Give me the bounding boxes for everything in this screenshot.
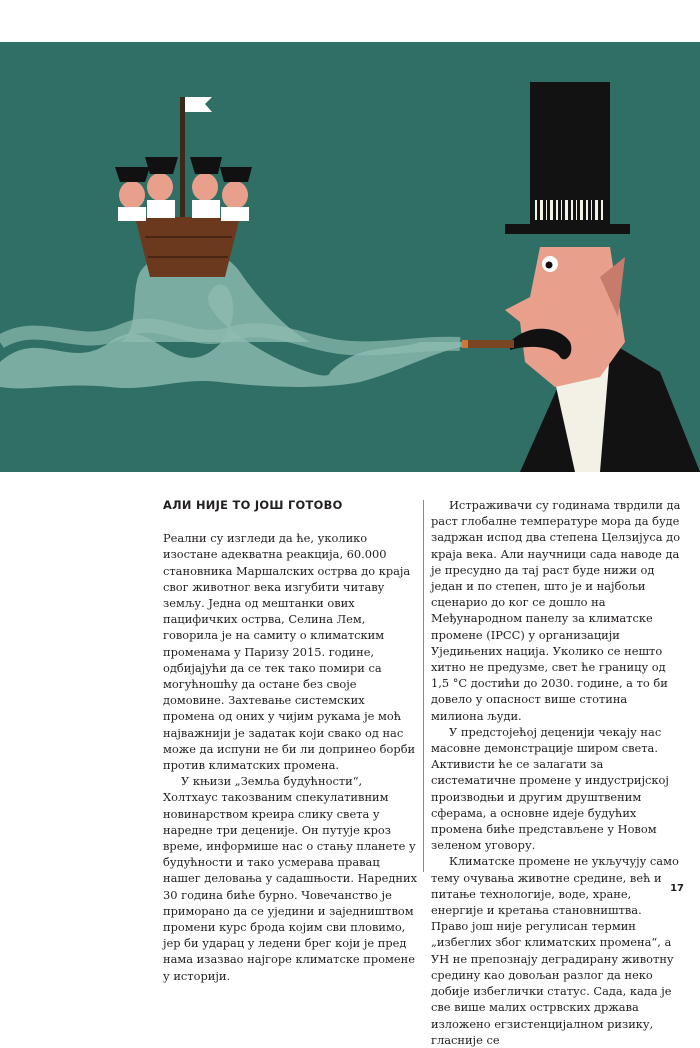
paragraph: У књизи „Земља будућности“, Холтхаус такозваним спекулативним новинарством креира слику света у наредне три деценије. Он путује кроз време, информише нас о стању планете у будућности и тако усмерава правац нашег деловања у садашњости. Наредних 30 година биће бурно. Човечанство је приморано да се уједини и заједништвом промени курс брода којим сви пловимо, јер би ударац у ледени брег који је пред нама изазвао најгоре климатске промене у историји. <box>163 774 418 983</box>
cigar <box>462 340 514 348</box>
paragraph: Реални су изгледи да ће, уколико изостане адекватна реакција, 60.000 становника Маршалских острва до краја свог животног века изгубити читаву земљу. Једна од мештанки ових пацифичких острва, Селина Лем, говорила је на самиту о климатским променама у Паризу 2015. године, одбијајући да се тек тако помири са могућношћу да остане без своје домовине. Захтевање системских промена од оних у чијим рукама је моћ најважнији је задатак који свако од нас може да испуни не би ли допринео борби против климатских промена. <box>163 531 416 773</box>
mast <box>180 97 185 227</box>
paragraph: Истраживачи су годинама тврдили да раст глобалне температуре мора да буде задржан испод два степена Целзијуса до краја века. Али научници сада наводе да је пресудно да тај раст буде нижи од један и по степен, што је и најбољи сценарио до ког се дошло на Међународном панелу за климатске промене (IPCC) у организацији Уједињених нација. Уколико се нешто хитно не предузме, свет ће границу од 1,5 °С достићи до 2030. године, а то би довело у опасност више стотина милиона људи. <box>431 498 681 723</box>
page-number: 17 <box>670 883 684 894</box>
paragraph: Климатске промене не укључују само тему очувања животне средине, већ и питање технологије, воде, хране, енергије и кретања становништва. Право још није регулисан термин „избеглих због климатских промена“, а УН не препознају деградирану животну средину као довољан разлог да неко добије избеглички статус. Сада, када је све више малих острвских држава изложено егзистенцијалном ризику, гласније се <box>431 854 679 1047</box>
illustration <box>0 42 700 472</box>
paragraph: У предстојећој деценији чекају нас масовне демонстрације широм света. Активисти ће се залагати за систематичне промене у индустријској производњи и другим друштвеним сферама, а основне идеје будућих промена биће представљене у Новом зеленом уговору. <box>431 724 669 853</box>
boat <box>135 217 240 277</box>
left-column <box>163 497 417 984</box>
right-column <box>431 497 681 1048</box>
column-divider <box>423 500 424 872</box>
section-heading: АЛИ НИЈЕ ТО ЈОШ ГОТОВО <box>163 498 343 512</box>
